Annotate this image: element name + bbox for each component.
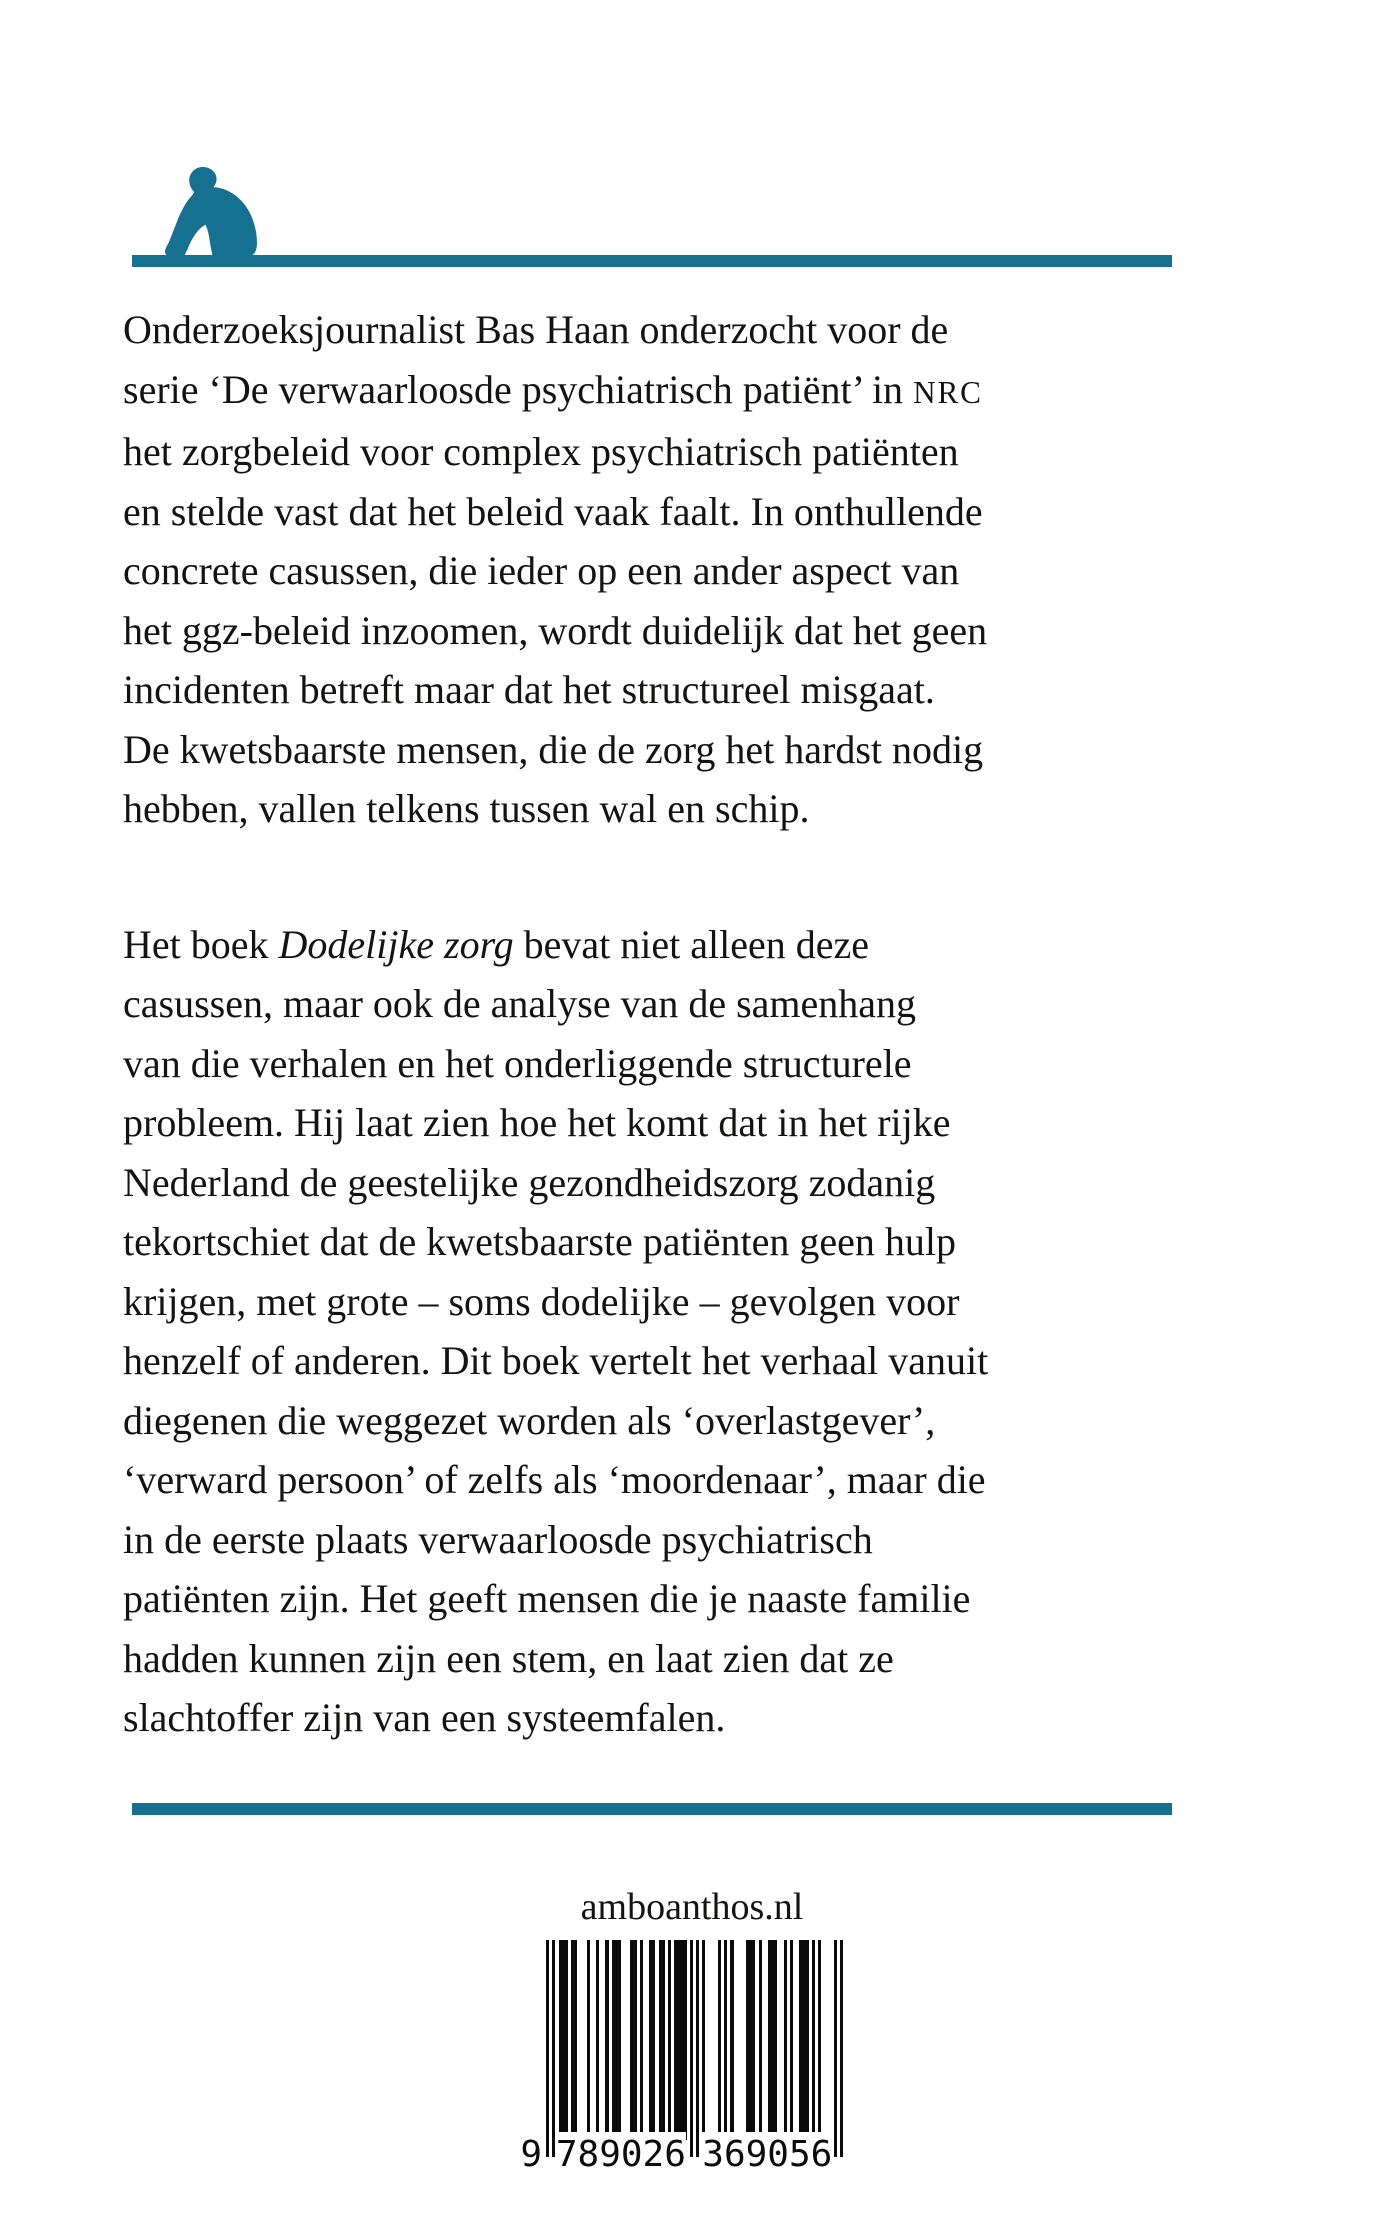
publisher-url: amboanthos.nl xyxy=(580,1886,804,1928)
text-line: casussen, maar ook de analyse van de samenhang xyxy=(123,981,917,1026)
text-line: De kwetsbaarste mensen, die de zorg het hardst nodig xyxy=(123,726,984,772)
text-line: concrete casussen, die ieder op een ander aspect van xyxy=(123,548,960,593)
text-line: hebben, vallen telkens tussen wal en schip. xyxy=(123,786,810,831)
paragraph xyxy=(123,300,1213,839)
text-line: tekortschiet dat de kwetsbaarste patiënten geen hulp xyxy=(123,1219,957,1264)
text-line: het zorgbeleid voor complex psychiatrisch patiënten xyxy=(123,429,959,474)
text-line: probleem. Hij laat zien hoe het komt dat in het rijke xyxy=(123,1100,951,1145)
text-line: Het boek Dodelijke zorg bevat niet alleen deze xyxy=(123,921,870,967)
text-line: van die verhalen en het onderliggende structurele xyxy=(123,1040,912,1086)
barcode-bars xyxy=(546,1940,843,2157)
barcode-digit-prefix: 9 xyxy=(520,2134,542,2175)
sitting-person-icon xyxy=(160,165,263,258)
barcode xyxy=(520,1940,843,2175)
bottom-rule xyxy=(132,1803,1172,1815)
back-cover-text xyxy=(123,300,1213,1748)
text-line: hadden kunnen zijn een stem, en laat zien dat ze xyxy=(123,1635,894,1681)
text-line: diegenen die weggezet worden als ‘overlastgever’, xyxy=(123,1397,936,1443)
text-line: slachtoffer zijn van een systeemfalen. xyxy=(123,1695,726,1740)
text-line: krijgen, met grote – soms dodelijke – gevolgen voor xyxy=(123,1278,960,1324)
barcode-digits-left: 789026 xyxy=(555,2132,686,2178)
text-line: Nederland de geestelijke gezondheidszorg zodanig xyxy=(123,1159,936,1205)
paragraph xyxy=(123,915,1213,1748)
text-line: het ggz-beleid inzoomen, wordt duidelijk dat het geen xyxy=(123,607,988,653)
text-line: en stelde vast dat het beleid vaak faalt. In onthullende xyxy=(123,488,983,534)
text-line: serie ‘De verwaarloosde psychiatrisch patiënt’ in NRC xyxy=(123,366,983,412)
top-rule xyxy=(132,255,1172,267)
text-line: patiënten zijn. Het geeft mensen die je naaste familie xyxy=(123,1576,971,1621)
text-line: incidenten betreft maar dat het structureel misgaat. xyxy=(123,667,935,712)
text-line: in de eerste plaats verwaarloosde psychiatrisch xyxy=(123,1516,873,1562)
text-line: ‘verward persoon’ of zelfs als ‘moordenaar’, maar die xyxy=(123,1457,986,1502)
text-line: henzelf of anderen. Dit boek vertelt het verhaal vanuit xyxy=(123,1338,989,1383)
text-line: Onderzoeksjournalist Bas Haan onderzocht voor de xyxy=(123,307,949,352)
barcode-digits-right: 369056 xyxy=(702,2132,833,2178)
